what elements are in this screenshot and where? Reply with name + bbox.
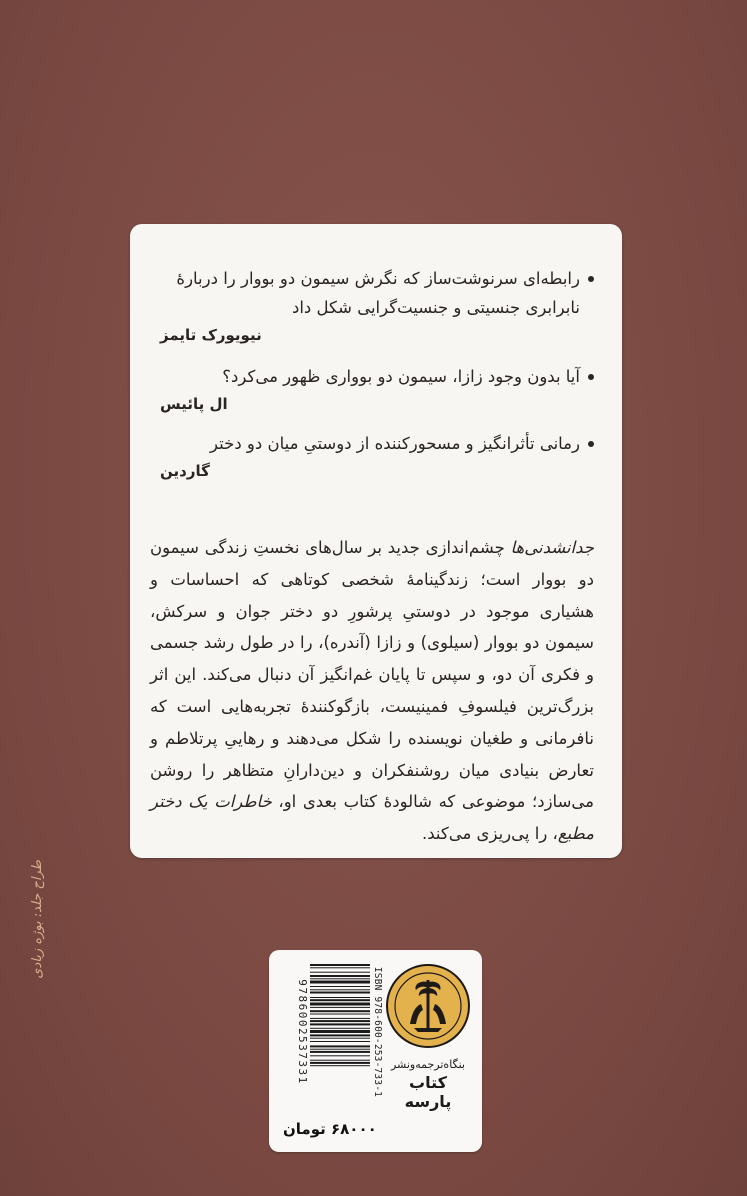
book-description xyxy=(150,532,594,850)
cover-designer-credit: طراح جلد: بوژه زیادی xyxy=(30,860,45,979)
crest-logo-icon xyxy=(386,964,470,1048)
quote-2-source: ال پائیس xyxy=(160,395,228,413)
quote-3 xyxy=(150,429,594,484)
quote-2-text: آیا بدون وجود زازا، سیمون دو بوواری ظهور می‌کرد؟ xyxy=(222,367,580,386)
description-part-2: ، را پی‌ریزی می‌کند. xyxy=(421,824,558,844)
publisher-name: کتاب پارسه xyxy=(404,1073,452,1111)
ean-number: 9786002537331 xyxy=(296,979,309,1085)
book-title-italic: جدانشدنی‌ها xyxy=(510,538,594,557)
barcode-area xyxy=(283,956,383,1120)
quote-2 xyxy=(150,362,594,417)
isbn-text: ISBN 978-600-253-733-1 xyxy=(372,966,383,1098)
quote-1 xyxy=(150,264,594,348)
quote-1-source: نیویورک تایمز xyxy=(160,326,262,344)
back-cover-text-panel xyxy=(130,224,622,858)
publisher-barcode-label xyxy=(269,950,482,1152)
quote-3-text: رمانی تأثرانگیز و مسحورکننده از دوستیِ میان دو دختر xyxy=(210,434,580,453)
price: ۶۸۰۰۰ تومان xyxy=(283,1120,377,1138)
publisher-subtitle: بنگاه‌ترجمه‌ونشر xyxy=(390,1058,465,1071)
publisher-block xyxy=(383,964,473,1111)
description-part-1: چشم‌اندازی جدید بر سال‌های نخستِ زندگی سیمون دو بووار است؛ زندگینامۀ شخصی کوتاهی که احساسات و هشیاری موجود در دوستیِ پرشورِ دو دختر جوان و سرکش، سیمون دو بووار (سیلوی) و زازا (آندره)، را در طول رشد جسمی و فکری آن دو، و سپس تا پایان غم‌انگیز آن دنبال می‌کند. این اثر بزرگ‌ترین فیلسوفِ فمینیست، بازگوکنندۀ تجربه‌هایی است که نافرمانی و طغیان نویسنده را شکل می‌دهند و رهاییِ پرتلاطم و تعارض بنیادی میان روشنفکران و دین‌دارانِ متظاهر را روشن می‌سازد؛ موضوعی که شالودۀ کتاب بعدی او، xyxy=(150,538,594,812)
barcode-image xyxy=(310,962,370,1102)
next-book-title-italic: خاطرات یک دختر مطیع xyxy=(150,792,594,844)
quote-3-source: گاردین xyxy=(160,462,210,480)
quote-1-text: رابطه‌ای سرنوشت‌ساز که نگرش سیمون دو بووار را دربارۀ نابرابری جنسیتی و جنسیت‌گرایی شکل داد xyxy=(176,269,580,317)
